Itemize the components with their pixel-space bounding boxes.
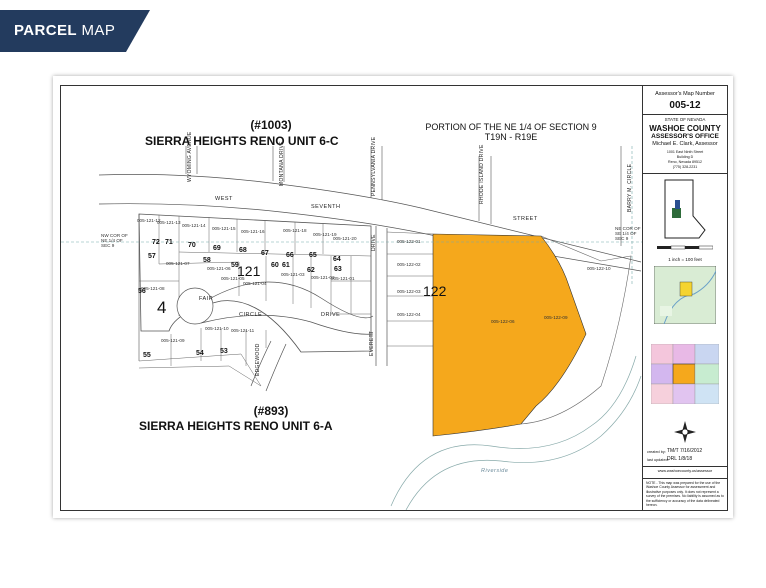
street-west: WEST: [215, 196, 233, 202]
address-line-1: 1001 East Ninth Street: [666, 150, 704, 154]
apn-label: 005-122-03: [397, 289, 421, 294]
address-line-3: Reno, Nevada 89512: [668, 160, 702, 164]
lot-56: 56: [138, 288, 146, 295]
apn-label: 005-122-01: [397, 239, 421, 244]
nw-corner-label: NW COR OF NE 1/4 OF SEC 9: [101, 233, 128, 248]
nevada-state-icon: [663, 178, 707, 240]
street-pennsylvania: PENNSYLVANIA DRIVE: [371, 136, 377, 196]
created-by-value: TM/T 7/16/2012: [667, 448, 703, 454]
apn-label: 005-121-06: [207, 266, 231, 271]
parcel-map-drawing: [61, 86, 643, 510]
subdivision-top-number: (#1003): [250, 118, 292, 132]
apn-label: 005-121-02: [311, 275, 335, 280]
apn-label: 005-121-10: [205, 326, 229, 331]
subdivision-bottom-number: (#893): [253, 404, 289, 418]
lot-61: 61: [282, 262, 290, 269]
disclaimer-note: NOTE - This map was prepared for the use of the Washoe County Assessor for assessment and illustrative purposes only. It does not represent a survey of the premises. No liability is assumed as to the sufficiency or accuracy of the data delineated hereon.: [646, 481, 724, 508]
lot-69: 69: [213, 245, 221, 252]
lot-57: 57: [148, 253, 156, 260]
title-block: [642, 85, 728, 511]
banner-title: [14, 22, 115, 39]
street-barry-m-circle: BARRY M. CIRCLE: [627, 163, 633, 212]
street-circle: CIRCLE: [239, 312, 263, 318]
lot-68: 68: [239, 247, 247, 254]
created-by-label: created by:: [647, 450, 666, 454]
location-inset-map: [654, 266, 716, 324]
subdivision-bottom-name: SIERRA HEIGHTS RENO UNIT 6-A: [139, 419, 333, 433]
apn-label: 005-121-08: [141, 286, 165, 291]
street-montana: MONTANA DRIVE: [279, 141, 285, 186]
apn-label: 005-121-03: [281, 272, 305, 277]
street-fair: FAIR: [199, 296, 214, 302]
map-frame: [60, 85, 644, 511]
north-arrow-icon: [673, 420, 697, 444]
block-number-4: 4: [157, 298, 167, 317]
lot-71: 71: [165, 239, 173, 246]
township-range: T19N - R19E: [484, 132, 538, 142]
apn-label: 005-121-14: [182, 223, 206, 228]
map-number: 005-12: [669, 100, 701, 111]
map-number-label: Assessor's Map Number: [655, 91, 715, 97]
apn-label: 005-122-09: [544, 315, 568, 320]
scale-bar: [657, 244, 713, 254]
divider: [643, 478, 727, 479]
lot-54: 54: [196, 350, 204, 357]
apn-label: 005-122-06: [491, 319, 515, 324]
last-updated-value: DRL 1/8/18: [667, 456, 693, 462]
apn-label: 005-121-11: [231, 328, 255, 333]
apn-label: 005-122-10: [587, 266, 611, 271]
apn-label: 005-121-07: [166, 261, 190, 266]
lot-62: 62: [307, 267, 315, 274]
apn-label: 005-121-01: [331, 276, 355, 281]
lot-60: 60: [271, 262, 279, 269]
phone-number: (775) 328-2231: [672, 165, 698, 169]
vicinity-grid-map: [651, 344, 719, 404]
assessor-website[interactable]: www.washoecounty.us/assessor: [657, 469, 713, 473]
street-edgewood: EDGEWOOD: [255, 343, 261, 376]
apn-label: 005-122-02: [397, 262, 421, 267]
assessor-name: Michael E. Clark, Assessor: [652, 141, 718, 147]
lot-53: 53: [220, 348, 228, 355]
last-updated-label: last updated:: [647, 458, 669, 462]
lot-70: 70: [188, 242, 196, 249]
subdivision-top-name: SIERRA HEIGHTS RENO UNIT 6-C: [145, 134, 339, 148]
street-rhode-island: RHODE ISLAND DRIVE: [479, 144, 485, 204]
apn-label: 005-121-15: [212, 226, 236, 231]
lot-65: 65: [309, 252, 317, 259]
street-drive: DRIVE: [321, 312, 341, 318]
divider: [643, 173, 727, 174]
banner-title-rest: MAP: [76, 22, 116, 39]
apn-label: 005-121-16: [241, 229, 265, 234]
section-portion: PORTION OF THE NE 1/4 OF SECTION 9: [425, 122, 597, 132]
apn-label: 005-121-19: [313, 232, 337, 237]
apn-label: 005-121-04: [243, 281, 267, 286]
lot-72: 72: [152, 239, 160, 246]
riverside-label: Riverside: [481, 468, 509, 474]
office-name: ASSESSOR'S OFFICE: [651, 133, 719, 140]
lot-63: 63: [334, 266, 342, 273]
block-number-121: 121: [237, 263, 261, 279]
apn-label: 005-121-13: [157, 220, 181, 225]
block-number-122: 122: [423, 283, 447, 299]
lot-58: 58: [203, 257, 211, 264]
banner-title-bold: PARCEL: [14, 22, 77, 39]
street-street: STREET: [513, 216, 538, 222]
apn-label: 005-121-12: [137, 218, 161, 223]
divider: [643, 466, 727, 467]
apn-label: 005-121-09: [161, 338, 185, 343]
apn-label: 005-121-05: [221, 276, 245, 281]
apn-label: 005-121-18: [283, 228, 307, 233]
parcel-map-banner: [0, 10, 150, 52]
lot-67: 67: [261, 250, 269, 257]
street-wyoming: WYOMING AVENUE: [187, 131, 193, 182]
county-name: WASHOE COUNTY: [649, 124, 721, 133]
lot-66: 66: [286, 252, 294, 259]
highlighted-parcel: [433, 234, 586, 436]
street-everett-drive: DRIVE: [371, 234, 377, 251]
scale-text: 1 inch = 100 feet: [668, 257, 702, 262]
lot-55: 55: [143, 352, 151, 359]
lot-64: 64: [333, 256, 341, 263]
ne-corner-label: NE COR OF SE 1/4 OF SEC 9: [615, 226, 641, 241]
street-everett: EVERETT: [369, 330, 375, 356]
lot-59: 59: [231, 262, 239, 269]
street-seventh: SEVENTH: [311, 204, 341, 210]
apn-label: 005-122-04: [397, 312, 421, 317]
divider: [643, 114, 727, 115]
apn-label: 005-121-20: [333, 236, 357, 241]
state-label: STATE OF NEVADA: [664, 117, 706, 122]
address-line-2: Building D: [676, 155, 694, 159]
